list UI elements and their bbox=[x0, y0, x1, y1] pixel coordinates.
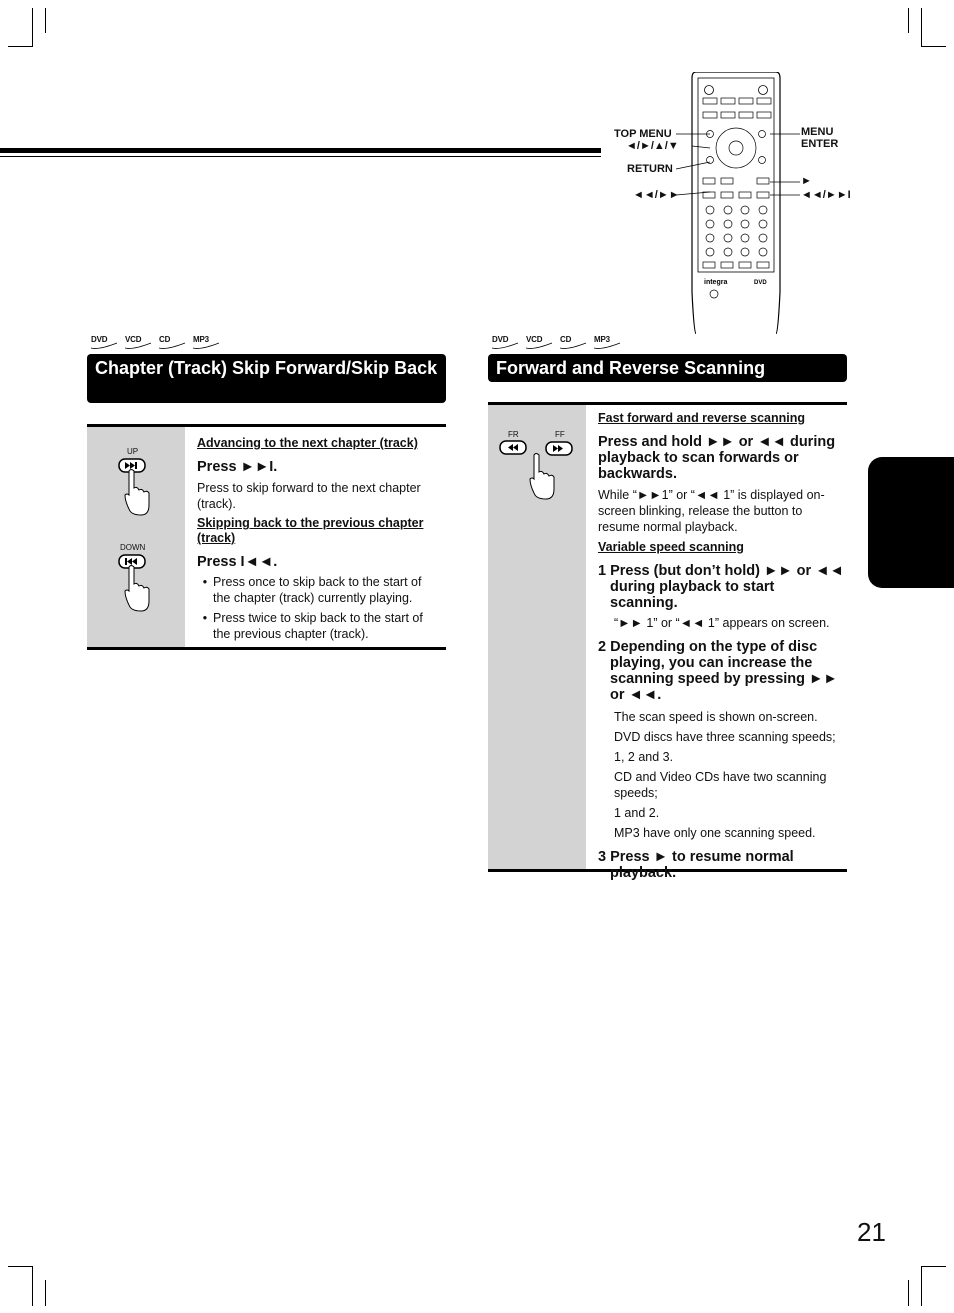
step-2-note: 1 and 2. bbox=[614, 806, 660, 820]
skip-label: ◄◄/►►I bbox=[801, 189, 851, 201]
fr-label: FR bbox=[508, 430, 519, 439]
fast-scan-heading: Fast forward and reverse scanning bbox=[598, 411, 806, 425]
scan-label: ◄◄/►► bbox=[633, 189, 680, 201]
cd-badge: CD bbox=[558, 337, 588, 350]
left-section-title: Chapter (Track) Skip Forward/Skip Back bbox=[87, 354, 446, 403]
step-2-note: MP3 have only one scanning speed. bbox=[614, 826, 816, 840]
right-panel bbox=[488, 402, 847, 881]
next-description: Press to skip forward to the next chapter (track). bbox=[197, 481, 421, 511]
header-rule-thin bbox=[0, 156, 601, 157]
vcd-badge: VCD bbox=[123, 337, 153, 350]
skip-prev-button-hand-icon bbox=[117, 553, 157, 613]
step-2-note: The scan speed is shown on-screen. bbox=[614, 710, 818, 724]
crop-mark bbox=[908, 8, 909, 33]
vcd-badge: VCD bbox=[524, 337, 554, 350]
step-2-note: DVD discs have three scanning speeds; bbox=[614, 730, 836, 744]
return-label: RETURN bbox=[627, 163, 673, 175]
crop-mark bbox=[921, 1266, 922, 1306]
menu-label: MENU bbox=[801, 126, 834, 138]
crop-mark bbox=[8, 46, 33, 47]
top-menu-label: TOP MENU bbox=[614, 128, 672, 140]
dvd-badge: DVD bbox=[490, 337, 520, 350]
enter-label: ENTER bbox=[801, 138, 839, 150]
mp3-badge: MP3 bbox=[592, 337, 622, 350]
step-1: 1 Press (but don’t hold) ►► or ◄◄ during playback to start scanning. bbox=[598, 563, 844, 611]
up-label: UP bbox=[127, 447, 139, 456]
fast-scan-description: While “►►1” or “◄◄ 1” is displayed on-screen blinking, release the button to resume normal playback. bbox=[598, 488, 825, 534]
fast-scan-instruction: Press and hold ►► or ◄◄ during playback to scan forwards or backwards. bbox=[598, 434, 836, 482]
step-1-note: “►► 1” or “◄◄ 1” appears on screen. bbox=[614, 616, 830, 630]
page-number: 21 bbox=[857, 1217, 886, 1247]
disc-badges-left bbox=[89, 337, 221, 350]
bullet-item: • Press once to skip back to the start of the chapter (track) currently playing. bbox=[202, 575, 422, 605]
right-section-title: Forward and Reverse Scanning bbox=[488, 354, 847, 382]
ff-label: FF bbox=[555, 430, 565, 439]
svg-text:DVD: DVD bbox=[754, 280, 767, 286]
mp3-badge: MP3 bbox=[191, 337, 221, 350]
callout-lines bbox=[660, 120, 810, 210]
cd-badge: CD bbox=[157, 337, 187, 350]
down-label: DOWN bbox=[120, 543, 146, 552]
disc-badges-right bbox=[490, 337, 622, 350]
skip-next-button-hand-icon bbox=[117, 457, 157, 517]
prev-chapter-heading: Skipping back to the previous chapter (track) bbox=[197, 516, 424, 545]
side-tab bbox=[868, 457, 954, 588]
crop-mark bbox=[45, 1280, 46, 1306]
crop-mark bbox=[921, 46, 946, 47]
crop-mark bbox=[32, 1266, 33, 1306]
bullet-item: • Press twice to skip back to the start of the previous chapter (track). bbox=[202, 611, 423, 641]
dvd-badge: DVD bbox=[89, 337, 119, 350]
crop-mark bbox=[8, 1266, 33, 1267]
arrows-label: ◄/►/▲/▼ bbox=[626, 140, 679, 152]
step-3: 3 Press ► to resume normal playback. bbox=[598, 849, 794, 881]
step-2-note: CD and Video CDs have two scanning speeds; bbox=[614, 770, 827, 800]
step-2: 2 Depending on the type of disc playing, you can increase the scanning speed by pressing ►► or ◄◄. bbox=[598, 639, 838, 703]
crop-mark bbox=[45, 8, 46, 33]
crop-mark bbox=[32, 8, 33, 46]
variable-speed-heading: Variable speed scanning bbox=[598, 540, 744, 554]
crop-mark bbox=[921, 8, 922, 46]
prev-press-instruction: Press I◄◄. bbox=[197, 554, 278, 570]
crop-mark bbox=[921, 1266, 946, 1267]
scan-buttons-hand-icon bbox=[498, 439, 578, 501]
step-2-note: 1, 2 and 3. bbox=[614, 750, 674, 764]
header-rule-thick bbox=[0, 148, 601, 153]
right-illustration-column bbox=[488, 405, 586, 869]
left-illustration-column bbox=[87, 427, 185, 647]
remote-brand: integra bbox=[704, 279, 728, 286]
play-label: ► bbox=[801, 175, 812, 187]
left-panel bbox=[87, 424, 446, 650]
next-press-instruction: Press ►►I. bbox=[197, 459, 278, 475]
next-chapter-heading: Advancing to the next chapter (track) bbox=[197, 436, 418, 450]
crop-mark bbox=[908, 1280, 909, 1306]
